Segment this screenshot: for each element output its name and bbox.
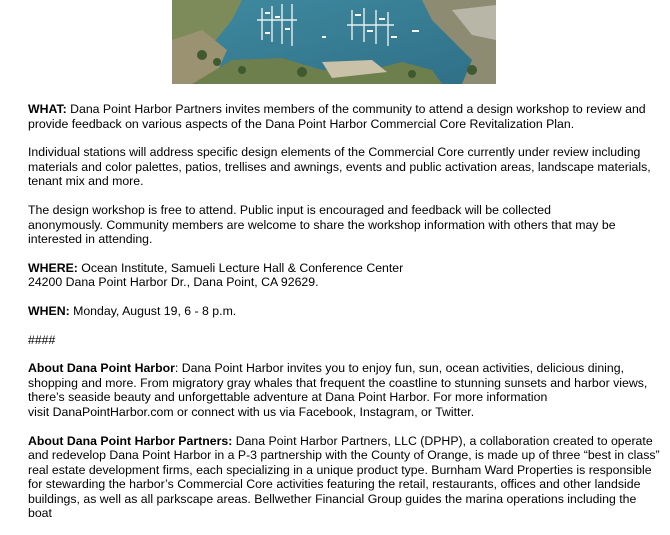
- when-text: Monday, August 19, 6 - 8 p.m.: [69, 303, 237, 318]
- about-partners-label: About Dana Point Harbor Partners:: [28, 433, 233, 448]
- instagram-link[interactable]: Instagram: [359, 404, 415, 419]
- what-paragraph: [28, 102, 660, 131]
- about-harbor-connect: or connect with us via: [173, 404, 299, 419]
- website-link[interactable]: DanaPointHarbor.com: [52, 404, 174, 419]
- facebook-link[interactable]: Facebook: [298, 404, 353, 419]
- free-line-1: The design workshop is free to attend. Public input is encouraged and feedback will be collected: [28, 202, 551, 217]
- when-label: WHEN:: [28, 303, 70, 318]
- about-partners-text: Dana Point Harbor Partners, LLC (DPHP), a collaboration created to operate and redevelop Dana Point Harbor in a P-3 partnership with the County of Orange, is made up of three “best in class” real estate development firms, each specializing in a unique product type. Burnham Ward Properties is responsible for stewarding the harbor’s Commercial Core activities featuring the retail, restaurants, offices and other landside buildings, as well as all parkscape areas. Bellwether Financial Group guides the marina operations including the boat: [28, 433, 660, 521]
- stations-text: Individual stations will address specific design elements of the Commercial Core currently under review including materials and color palettes, patios, trellises and awnings, events and public activation areas, landscape materials, tenant mix and more.: [28, 145, 651, 189]
- about-harbor-paragraph: [28, 361, 660, 419]
- sep-1: ,: [352, 404, 360, 419]
- what-label: WHAT:: [28, 102, 67, 116]
- stations-paragraph: [28, 145, 660, 189]
- sep-2: , or: [414, 404, 436, 419]
- about-partners-paragraph: [28, 434, 660, 522]
- about-harbor-text: : Dana Point Harbor invites you to enjoy fun, sun, ocean activities, delicious dining, shopping and more. From migratory gray whales that frequent the coastline to stunning sunsets and harbor views, there’s seaside beauty and unforgettable adventure at Dana Point Harbor. For more information: [28, 361, 648, 405]
- harbor-aerial-illustration: [172, 0, 496, 84]
- free-line-2: anonymously. Community members are welcome to share the workshop information with others that may be interested in attending.: [28, 217, 616, 247]
- press-release-body: [28, 102, 660, 535]
- divider: ####: [28, 332, 56, 347]
- where-label: WHERE:: [28, 260, 78, 275]
- what-text: Dana Point Harbor Partners invites members of the community to attend a design workshop to review and provide feedback on various aspects of the Dana Point Harbor Commercial Core Revitalization Plan.: [28, 102, 646, 131]
- where-line-1: Ocean Institute, Samueli Lecture Hall & Conference Center: [77, 260, 404, 275]
- where-paragraph: [28, 261, 660, 290]
- about-harbor-visit: visit: [28, 404, 53, 419]
- when-paragraph: [28, 304, 660, 319]
- free-paragraph: [28, 203, 660, 247]
- about-harbor-label: About Dana Point Harbor: [28, 361, 175, 376]
- period: .: [470, 404, 475, 419]
- harbor-aerial-photo: [172, 0, 496, 84]
- twitter-link[interactable]: Twitter: [435, 404, 471, 419]
- where-line-2: 24200 Dana Point Harbor Dr., Dana Point, CA 92629.: [28, 275, 319, 290]
